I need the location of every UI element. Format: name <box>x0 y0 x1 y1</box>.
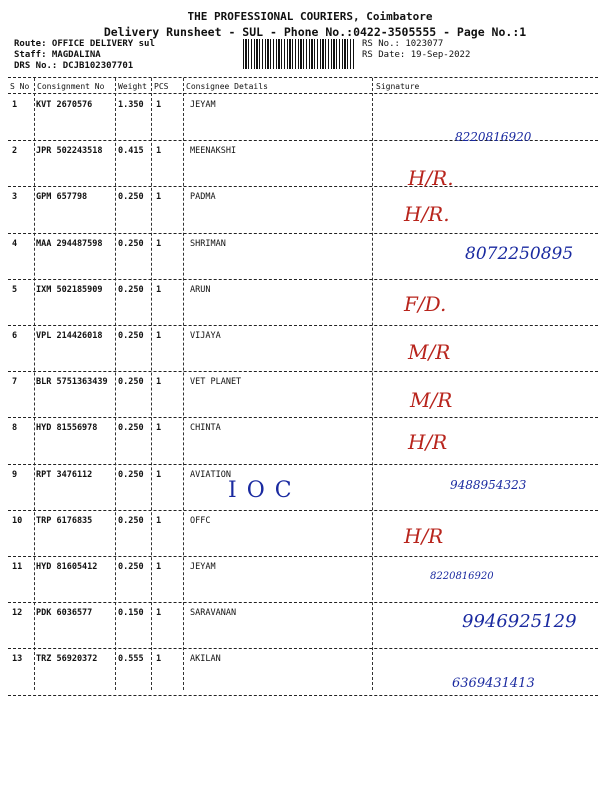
table-row <box>0 188 600 234</box>
signature-mark: M/R <box>410 388 453 412</box>
consignment-cell: RPT 3476112 <box>36 469 93 480</box>
sno-cell: 13 <box>12 654 23 665</box>
pcs-cell: 1 <box>156 377 162 388</box>
sno-cell: 7 <box>12 377 18 388</box>
table-row <box>0 281 600 327</box>
weight-cell: 0.250 <box>118 423 144 434</box>
pcs-cell: 1 <box>156 423 162 434</box>
signature-mark: H/R. <box>408 166 454 190</box>
signature-mark: 9488954323 <box>450 478 527 492</box>
document-title: THE PROFESSIONAL COURIERS, Coimbatore <box>187 10 433 23</box>
column-header-signature: Signature <box>376 82 420 91</box>
consignment-cell: HYD 81556978 <box>36 423 98 434</box>
signature-mark: M/R <box>408 340 451 364</box>
table-top-rule <box>8 77 598 78</box>
weight-cell: 1.350 <box>118 100 144 110</box>
weight-cell: 0.150 <box>118 608 144 619</box>
pcs-cell: 1 <box>156 146 162 157</box>
ioc-annotation: IOC <box>228 478 302 503</box>
row-divider <box>8 602 598 603</box>
signature-mark: H/R <box>404 524 444 548</box>
pcs-cell: 1 <box>156 192 162 203</box>
row-divider <box>8 464 598 465</box>
table-row <box>0 327 600 373</box>
table-row <box>0 373 600 419</box>
row-divider <box>8 510 598 511</box>
drs-field: DRS No.: DCJB102307701 <box>14 61 134 71</box>
consignee-cell: SARAVANAN <box>190 608 237 619</box>
row-divider <box>8 325 598 326</box>
weight-cell: 0.250 <box>118 515 144 526</box>
column-header-consignment: Consignment No <box>37 82 105 91</box>
weight-cell: 0.555 <box>118 654 144 665</box>
row-divider <box>8 556 598 557</box>
weight-cell: 0.250 <box>118 192 144 203</box>
pcs-cell: 1 <box>156 238 162 249</box>
row-divider <box>8 417 598 418</box>
consignment-cell: KVT 2670576 <box>36 100 93 110</box>
weight-cell: 0.250 <box>118 469 144 480</box>
consignee-cell: ARUN <box>190 284 211 295</box>
sno-cell: 12 <box>12 608 23 619</box>
signature-mark: 8072250895 <box>465 244 574 264</box>
table-row <box>0 142 600 188</box>
sno-cell: 3 <box>12 192 18 203</box>
weight-cell: 0.250 <box>118 331 144 341</box>
consignment-cell: IXM 502185909 <box>36 284 103 295</box>
signature-mark: 6369431413 <box>452 676 535 691</box>
sno-cell: 2 <box>12 146 18 157</box>
row-divider <box>8 233 598 234</box>
consignee-cell: AVIATION <box>190 469 231 480</box>
sno-cell: 6 <box>12 331 18 341</box>
consignment-cell: JPR 502243518 <box>36 146 103 157</box>
sno-cell: 10 <box>12 515 23 526</box>
consignment-cell: BLR 5751363439 <box>36 377 108 388</box>
rs-date-field: RS Date: 19-Sep-2022 <box>362 50 471 60</box>
pcs-cell: 1 <box>156 331 162 341</box>
consignment-cell: TRP 6176835 <box>36 515 93 526</box>
signature-mark: 9946925129 <box>462 611 577 632</box>
signature-mark: H/R <box>408 430 448 454</box>
weight-cell: 0.250 <box>118 562 144 572</box>
consignee-cell: PADMA <box>190 192 216 203</box>
consignment-cell: VPL 214426018 <box>36 331 103 341</box>
consignee-cell: JEYAM <box>190 100 216 110</box>
consignee-cell: JEYAM <box>190 562 216 572</box>
row-divider <box>8 371 598 372</box>
column-header-consignee: Consignee Details <box>186 82 268 91</box>
sno-cell: 9 <box>12 469 18 480</box>
row-divider <box>8 695 598 696</box>
pcs-cell: 1 <box>156 469 162 480</box>
consignee-cell: MEENAKSHI <box>190 146 237 157</box>
signature-mark: 8220816920 <box>430 571 494 582</box>
sno-cell: 1 <box>12 100 18 110</box>
consignment-cell: MAA 294487598 <box>36 238 103 249</box>
pcs-cell: 1 <box>156 608 162 619</box>
table-row <box>0 419 600 465</box>
row-divider <box>8 648 598 649</box>
weight-cell: 0.250 <box>118 238 144 249</box>
sno-cell: 11 <box>12 562 23 572</box>
document-subtitle: Delivery Runsheet - SUL - Phone No.:0422-3505555 - Page No.:1 <box>103 25 527 39</box>
sno-cell: 5 <box>12 284 18 295</box>
column-header-weight: Weight <box>118 82 147 91</box>
table-row <box>0 512 600 558</box>
weight-cell: 0.250 <box>118 377 144 388</box>
consignment-cell: PDK 6036577 <box>36 608 93 619</box>
row-divider <box>8 279 598 280</box>
staff-field: Staff: MAGDALINA <box>14 50 101 60</box>
consignee-cell: OFFC <box>190 515 211 526</box>
consignee-cell: CHINTA <box>190 423 221 434</box>
row-divider <box>8 186 598 187</box>
weight-cell: 0.415 <box>118 146 144 157</box>
consignment-cell: TRZ 56920372 <box>36 654 98 665</box>
consignee-cell: VIJAYA <box>190 331 221 341</box>
pcs-cell: 1 <box>156 654 162 665</box>
sno-cell: 4 <box>12 238 18 249</box>
table-header-rule <box>8 93 598 94</box>
signature-mark: 8220816920 <box>455 130 532 144</box>
column-header-sno: S No <box>10 82 30 91</box>
consignment-cell: GPM 657798 <box>36 192 88 203</box>
signature-mark: H/R. <box>404 202 450 226</box>
consignment-cell: HYD 81605412 <box>36 562 98 572</box>
barcode <box>243 39 355 69</box>
pcs-cell: 1 <box>156 100 162 110</box>
consignee-cell: VET PLANET <box>190 377 242 388</box>
consignee-cell: SHRIMAN <box>190 238 226 249</box>
consignee-cell: AKILAN <box>190 654 221 665</box>
route-field: Route: OFFICE DELIVERY sul <box>14 39 155 49</box>
rs-number-field: RS No.: 1023077 <box>362 39 444 49</box>
pcs-cell: 1 <box>156 562 162 572</box>
table-row <box>0 558 600 604</box>
pcs-cell: 1 <box>156 515 162 526</box>
weight-cell: 0.250 <box>118 284 144 295</box>
pcs-cell: 1 <box>156 284 162 295</box>
column-header-pcs: PCS <box>154 82 169 91</box>
signature-mark: F/D. <box>404 292 447 316</box>
sno-cell: 8 <box>12 423 18 434</box>
